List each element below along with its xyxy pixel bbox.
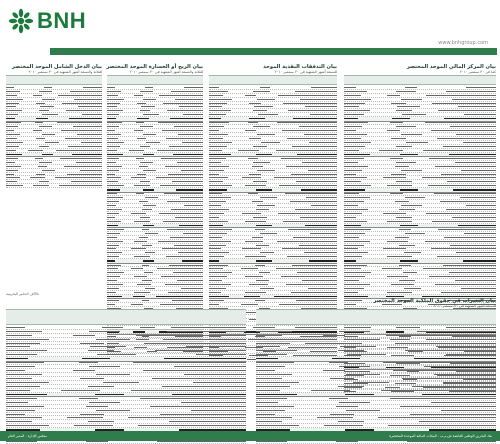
- section-subtitle: للتسعة أشهر المنتهية في ٣٠ سبتمبر ٢٠١٠: [433, 304, 496, 308]
- column-header: [107, 75, 203, 85]
- header-banner: [50, 48, 497, 55]
- brand-name: BNH: [37, 8, 87, 33]
- section-title: بيان التدفقات النقدية الموحد: [263, 64, 337, 70]
- footer-left-text: مجلس الإدارة - المدير العام: [8, 434, 47, 438]
- equity-table-prior: [6, 309, 246, 444]
- section-title: بيان المركز المالي الموحد المختصر: [406, 64, 496, 70]
- column-header: [344, 75, 496, 85]
- section-title: بيان الربح أو الخسارة الموحد المختصر: [106, 64, 203, 70]
- statement-rows: [6, 326, 246, 444]
- section-subtitle: للثلاثة والتسعة أشهر المنتهية في ٣٠ سبتمبر ٢٠١٠: [28, 70, 102, 74]
- financial-statements: [4, 60, 496, 429]
- statement-rows: [6, 86, 102, 188]
- column-header: [256, 309, 496, 325]
- section-subtitle: للثلاثة والتسعة أشهر المنتهية في ٣٠ سبتمبر ٢٠١٠: [129, 70, 203, 74]
- column-header: [209, 75, 337, 85]
- section-subtitle: كما في ٣٠ سبتمبر ٢٠١٠: [459, 70, 496, 74]
- bnh-star-icon: [8, 8, 34, 34]
- table-row: [6, 184, 102, 188]
- website-url: www.bnhgroup.com: [438, 40, 488, 46]
- section-title: بيان التغيرات في حقوق الملكية الموحد المختصر: [373, 298, 496, 304]
- footer-right-text: بنك البحرين الوطني القابضة ش.م.ب - البيانات المالية الموحدة المختصرة: [389, 434, 492, 438]
- bnh-logo: [8, 8, 86, 34]
- section-subtitle: للتسعة أشهر المنتهية في ٣٠ سبتمبر ٢٠١٠: [274, 70, 337, 74]
- comprehensive-income-section: [6, 64, 102, 188]
- column-header: [6, 75, 102, 85]
- section-title: بيان الدخل الشامل الموحد المختصر: [11, 64, 102, 70]
- equity-changes-section: [6, 298, 496, 444]
- currency-note: بالآلاف الدنانير البحرينية: [6, 292, 39, 296]
- equity-table-current: [256, 309, 496, 444]
- page-footer: [0, 431, 500, 441]
- statement-rows: [256, 326, 496, 444]
- column-header: [6, 309, 246, 325]
